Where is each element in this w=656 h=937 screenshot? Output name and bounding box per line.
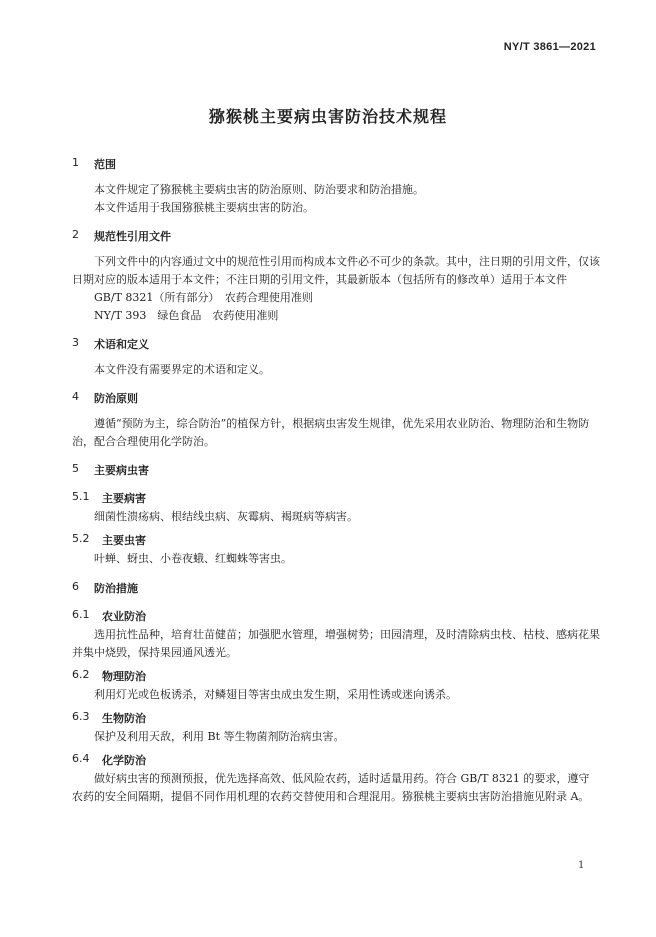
paragraph: 本文件适用于我国猕猴桃主要病虫害的防治。 [94,201,314,214]
standard-number: NY/T 3861—2021 [503,41,596,53]
subsection-heading-6-4 [72,752,600,768]
subsection-number: 6.4 [72,752,90,765]
paragraph: 选用抗性品种，培育壮苗健苗；加强肥水管理，增强树势；田园清理，及时清除病虫枝、枯枝、感病花果并集中烧毁，保持果园通风透光。 [72,628,600,659]
paragraph: 做好病虫害的预测预报，优先选择高效、低风险农药，适时适量用药。符合 GB/T 8321 的要求，遵守农药的安全间隔期，提倡不同作用机理的农药交替使用和合理混用。猕猴桃主要病虫害防治措施见附录 A。 [72,772,590,803]
section-number: 1 [72,156,79,169]
paragraph: 遵循“预防为主，综合防治”的植保方针，根据病虫害发生规律，优先采用农业防治、物理防治和生物防治，配合合理使用化学防治。 [72,417,590,448]
section-title: 范围 [94,158,116,171]
subsection-title: 农业防治 [102,610,146,623]
paragraph: 本文件没有需要界定的术语和定义。 [94,363,270,376]
paragraph: 叶蝉、蚜虫、小卷夜蛾、红蜘蛛等害虫。 [94,552,292,565]
subsection-heading-5-2 [72,532,600,548]
subsection-title: 生物防治 [102,712,146,725]
paragraph: 保护及利用天敌，利用 Bt 等生物菌剂防治病虫害。 [94,730,345,743]
subsection-heading-6-3 [72,710,600,726]
section-number: 3 [72,336,79,349]
section-heading-6 [72,580,600,596]
section-title: 防治原则 [94,392,138,405]
section-heading-1 [72,156,600,172]
document-title: 猕猴桃主要病虫害防治技术规程 [208,107,447,126]
subsection-title: 主要病害 [102,492,146,505]
section-heading-2 [72,228,600,244]
section-number: 5 [72,462,79,475]
section-title: 术语和定义 [94,338,149,351]
section-title: 主要病虫害 [94,464,149,477]
subsection-title: 物理防治 [102,670,146,683]
subsection-number: 5.1 [72,490,90,503]
subsection-number: 5.2 [72,532,90,545]
subsection-number: 6.1 [72,608,90,621]
section-number: 4 [72,390,79,403]
document-body [72,150,600,806]
section-heading-3 [72,336,600,352]
section-number: 2 [72,228,79,241]
subsection-title: 主要虫害 [102,534,146,547]
section-heading-4 [72,390,600,406]
paragraph: 本文件规定了猕猴桃主要病虫害的防治原则、防治要求和防治措施。 [94,183,424,196]
page-number: 1 [578,860,585,871]
paragraph: 下列文件中的内容通过文中的规范性引用而构成本文件必不可少的条款。其中，注日期的引用文件，仅该日期对应的版本适用于本文件；不注日期的引用文件，其最新版本（包括所有的修改单）适用于本文件 [72,255,600,286]
subsection-heading-6-1 [72,608,600,624]
subsection-heading-5-1 [72,490,600,506]
section-title: 规范性引用文件 [94,230,171,243]
normative-reference: GB/T 8321（所有部分） 农药合理使用准则 [94,291,313,304]
subsection-number: 6.3 [72,710,90,723]
subsection-number: 6.2 [72,668,90,681]
paragraph: 细菌性溃疡病、根结线虫病、灰霉病、褐斑病等病害。 [94,510,358,523]
section-title: 防治措施 [94,582,138,595]
subsection-title: 化学防治 [102,754,146,767]
normative-reference: NY/T 393 绿色食品 农药使用准则 [94,309,279,322]
section-number: 6 [72,580,79,593]
subsection-heading-6-2 [72,668,600,684]
section-heading-5 [72,462,600,478]
paragraph: 利用灯光或色板诱杀，对鳞翅目等害虫成虫发生期，采用性诱或迷向诱杀。 [94,688,457,701]
